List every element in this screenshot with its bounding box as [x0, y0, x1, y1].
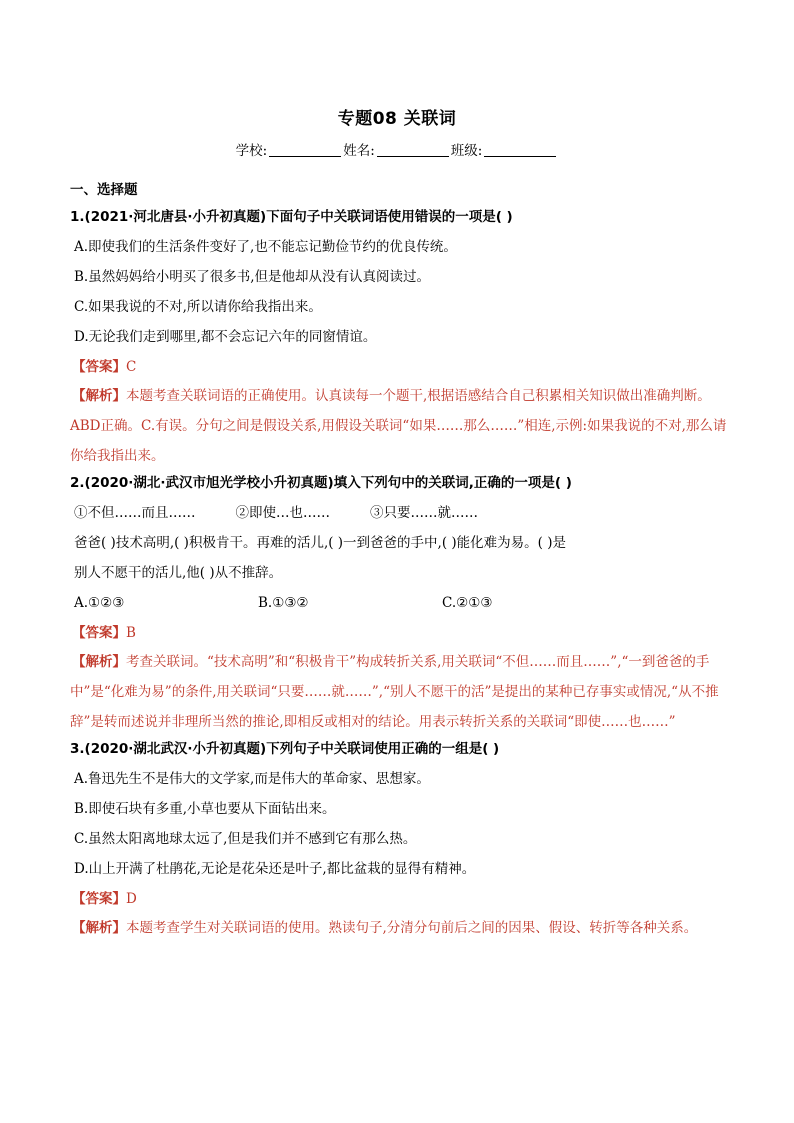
- school-label: 学校:: [235, 143, 268, 159]
- answer-label: 【答案】: [72, 359, 126, 375]
- question-2-sentence-1: 爸爸( )技术高明,( )积极肯干。再难的活儿,( )一到爸爸的手中,( )能化难为易。( )是: [74, 535, 566, 551]
- choice-2: ②即使…也……: [235, 505, 330, 521]
- question-2-answer: [70, 625, 734, 641]
- analysis-text: 考查关联词。“技术高明”和“积极肯干”构成转折关系,用关联词“不但……而且……”,“一到爸爸的手中”是“化难为易”的条件,用关联词“只要……就……”,“别人不愿干的活”是提出的某种已存事实或情况,“从不推辞”是转而述说并非理所当然的推论,即相反或相对的结论。用表示转折关系的关联词“即使……也……”: [70, 654, 719, 730]
- analysis-text: 本题考查关联词语的正确使用。认真读每一个题干,根据语感结合自己积累相关知识做出准确判断。ABD正确。C.有误。分句之间是假设关系,用假设关联词“如果……那么……”相连,示例:如果我说的不对,那么请你给我指出来。: [70, 388, 727, 464]
- question-3-option-b: B.即使石块有多重,小草也要从下面钻出来。: [74, 801, 336, 817]
- analysis-label: 【解析】: [72, 388, 126, 404]
- class-label: 班级:: [450, 143, 483, 159]
- question-list: [70, 178, 734, 943]
- question-1-option-d: D.无论我们走到哪里,都不会忘记六年的同窗情谊。: [74, 329, 377, 345]
- school-blank: [269, 144, 341, 157]
- name-label: 姓名:: [343, 143, 375, 159]
- choice-1: ①不但……而且……: [74, 505, 196, 521]
- answer-value: D: [126, 891, 137, 907]
- answer-value: C: [126, 359, 137, 375]
- analysis-label: 【解析】: [72, 654, 126, 670]
- class-blank: [484, 144, 556, 157]
- question-3-option-a: A.鲁迅先生不是伟大的文学家,而是伟大的革命家、思想家。: [74, 771, 430, 787]
- question-3-analysis: [70, 913, 734, 943]
- student-info-line: [0, 139, 794, 159]
- name-blank: [377, 144, 449, 157]
- question-3-stem: 3.(2020·湖北武汉·小升初真题)下列句子中关联词使用正确的一组是( ): [70, 741, 500, 757]
- question-1-stem: 1.(2021·河北唐县·小升初真题)下面句子中关联词语使用错误的一项是( ): [70, 209, 513, 225]
- question-3-answer: [70, 891, 734, 907]
- question-2-choices: [70, 505, 734, 521]
- page-title: 专题08 关联词: [337, 109, 457, 129]
- question-2-options: [70, 595, 734, 611]
- question-2-option-a: A.①②③: [74, 595, 125, 611]
- section-title: 一、选择题: [70, 182, 138, 198]
- question-2-sentence-2: 别人不愿干的活儿,他( )从不推辞。: [74, 565, 283, 581]
- question-1-option-b: B.虽然妈妈给小明买了很多书,但是他却从没有认真阅读过。: [74, 269, 431, 285]
- question-2-analysis: [70, 647, 734, 737]
- question-1-analysis: [70, 381, 734, 471]
- analysis-label: 【解析】: [72, 920, 126, 936]
- question-1-option-c: C.如果我说的不对,所以请你给我指出来。: [74, 299, 322, 315]
- answer-value: B: [126, 625, 136, 641]
- answer-label: 【答案】: [72, 625, 126, 641]
- choice-3: ③只要……就……: [370, 505, 478, 521]
- question-2-option-c: C.②①③: [442, 595, 493, 611]
- question-2-option-b: B.①③②: [258, 595, 309, 611]
- question-1-option-a: A.即使我们的生活条件变好了,也不能忘记勤俭节约的优良传统。: [74, 239, 457, 255]
- question-3-option-c: C.虽然太阳离地球太远了,但是我们并不感到它有那么热。: [74, 831, 417, 847]
- question-3-option-d: D.山上开满了杜鹃花,无论是花朵还是叶子,都比盆栽的显得有精神。: [74, 861, 476, 877]
- analysis-text: 本题考查学生对关联词语的使用。熟读句子,分清分句前后之间的因果、假设、转折等各种关系。: [126, 920, 698, 936]
- answer-label: 【答案】: [72, 891, 126, 907]
- question-2-stem: 2.(2020·湖北·武汉市旭光学校小升初真题)填入下列句中的关联词,正确的一项是( ): [70, 475, 572, 491]
- question-1-answer: [70, 359, 734, 375]
